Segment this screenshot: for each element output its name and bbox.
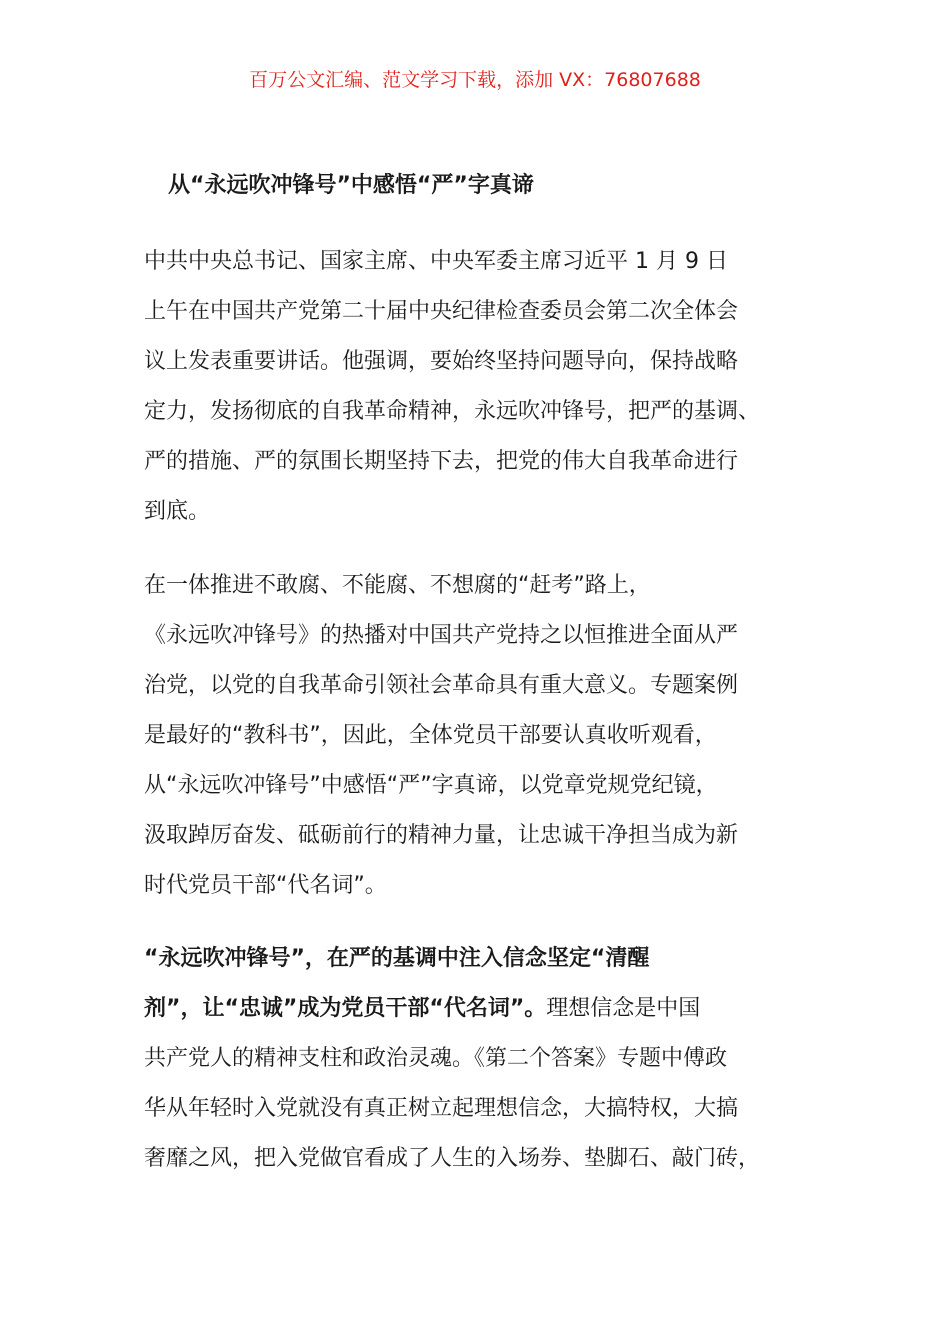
paragraph-line: 严的措施、严的氛围长期坚持下去，把党的伟大自我革命进行 <box>144 449 739 474</box>
paragraph-line: 共产党人的精神支柱和政治灵魂。《第二个答案》专题中傅政 <box>144 1046 728 1071</box>
paragraph-mixed-line <box>144 984 824 1034</box>
article-title: 从“永远吹冲锋号”中感悟“严”字真谛 <box>168 173 534 198</box>
paragraph-line: 到底。 <box>144 499 211 524</box>
paragraph-line: 在一体推进不敢腐、不能腐、不想腐的“赶考”路上， <box>144 573 651 598</box>
paragraph-line: 华从年轻时入党就没有真正树立起理想信念，大搞特权，大搞 <box>144 1096 739 1121</box>
paragraph-line: 上午在中国共产党第二十届中央纪律检查委员会第二次全体会 <box>144 299 739 324</box>
paragraph-bold-heading-end: 剂”，让“忠诚”成为党员干部“代名词”。 <box>144 996 547 1021</box>
paragraph-line: 是最好的“教科书”，因此，全体党员干部要认真收听观看， <box>144 723 717 748</box>
paragraph-1 <box>144 237 824 537</box>
paragraph-line: 奢靡之风，把入党做官看成了人生的入场券、垫脚石、敲门砖， <box>144 1146 761 1171</box>
paragraph-line: 治党，以党的自我革命引领社会革命具有重大意义。专题案例 <box>144 673 739 698</box>
paragraph-line: 中共中央总书记、国家主席、中央军委主席习近平 1 月 9 日 <box>144 249 728 274</box>
paragraph-line: 从“永远吹冲锋号”中感悟“严”字真谛，以党章党规党纪镜， <box>144 773 718 798</box>
paragraph-line: 汲取踔厉奋发、砥砺前行的精神力量，让忠诚干净担当成为新 <box>144 823 739 848</box>
paragraph-bold-heading-line: “永远吹冲锋号”，在严的基调中注入信念坚定“清醒 <box>144 946 650 971</box>
paragraph-2 <box>144 561 824 911</box>
header-watermark-text: 百万公文汇编、范文学习下载，添加 VX：76807688 <box>249 69 701 91</box>
paragraph-line: 议上发表重要讲话。他强调，要始终坚持问题导向，保持战略 <box>144 349 739 374</box>
paragraph-line: 时代党员干部“代名词”。 <box>144 873 387 898</box>
paragraph-line-rest: 理想信念是中国 <box>546 996 701 1021</box>
paragraph-3 <box>144 934 824 1184</box>
paragraph-line: 定力，发扬彻底的自我革命精神，永远吹冲锋号，把严的基调、 <box>144 399 761 424</box>
paragraph-line: 《永远吹冲锋号》的热播对中国共产党持之以恒推进全面从严 <box>144 623 739 648</box>
